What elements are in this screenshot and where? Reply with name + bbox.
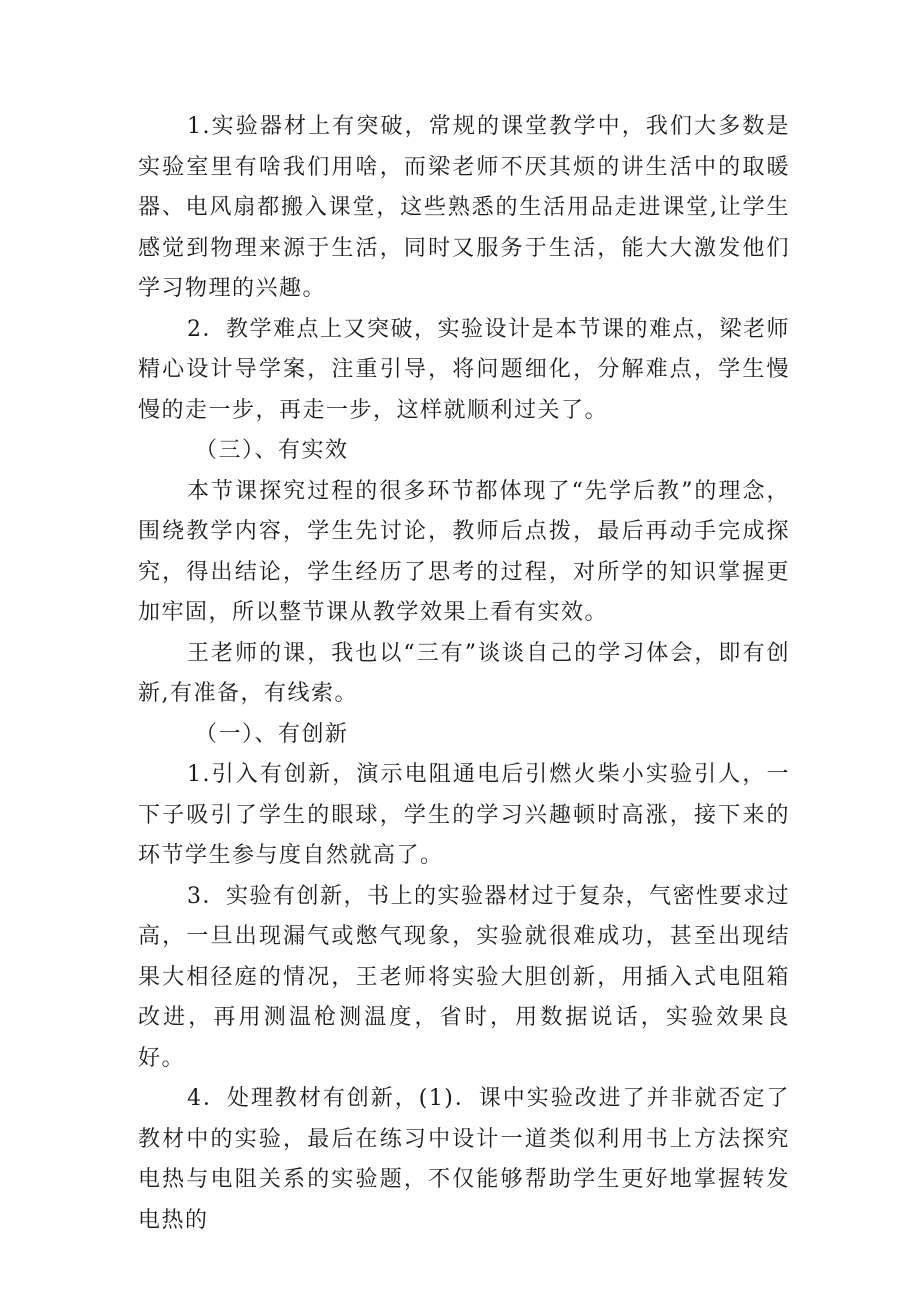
- paragraph-effectiveness: 本节课探究过程的很多环节都体现了“先学后教”的理念，围绕教学内容，学生先讨论，教师后点拨，最后再动手完成探究，得出结论，学生经历了思考的过程，对所学的知识掌握更加牢固，所以整节课从教学效果上看有实效。: [138, 478, 790, 625]
- document-body: [138, 107, 790, 1241]
- section-heading-effectiveness: （三）、有实效: [195, 438, 349, 463]
- paragraph-intro-innovation: 1.引入有创新，演示电阻通电后引燃火柴小实验引人，一下子吸引了学生的眼球，学生的学习兴趣顿时高涨，接下来的环节学生参与度自然就高了。: [138, 762, 790, 868]
- paragraph-textbook-innovation: 4．处理教材有创新，(1)．课中实验改进了并非就否定了教材中的实验，最后在练习中设计一道类似利用书上方法探究电热与电阻关系的实验题，不仅能够帮助学生更好地掌握转发电热的: [138, 1086, 790, 1233]
- paragraph-difficulty-breakthrough: 2．教学难点上又突破，实验设计是本节课的难点，梁老师精心设计导学案，注重引导，将问题细化，分解难点，学生慢慢的走一步，再走一步，这样就顺利过关了。: [138, 316, 790, 423]
- section-heading-innovation: （一）、有创新: [195, 721, 349, 747]
- paragraph-equipment-breakthrough: 1.实验器材上有突破，常规的课堂教学中，我们大多数是实验室里有啥我们用啥，而梁老师不厌其烦的讲生活中的取暖器、电风扇都搬入课堂，这些熟悉的生活用品走进课堂,让学生感觉到物理来源于生活，同时又服务于生活，能大大激发他们学习物理的兴趣。: [138, 114, 790, 301]
- paragraph-experiment-innovation: 3．实验有创新，书上的实验器材过于复杂，气密性要求过高，一旦出现漏气或憋气现象，实验就很难成功，甚至出现结果大相径庭的情况，王老师将实验大胆创新，用插入式电阻箱改进，再用测温枪测温度，省时，用数据说话，实验效果良好。: [138, 883, 790, 1071]
- paragraph-wang-three-points: 王老师的课，我也以“三有”谈谈自己的学习体会，即有创新,有准备，有线索。: [138, 640, 790, 706]
